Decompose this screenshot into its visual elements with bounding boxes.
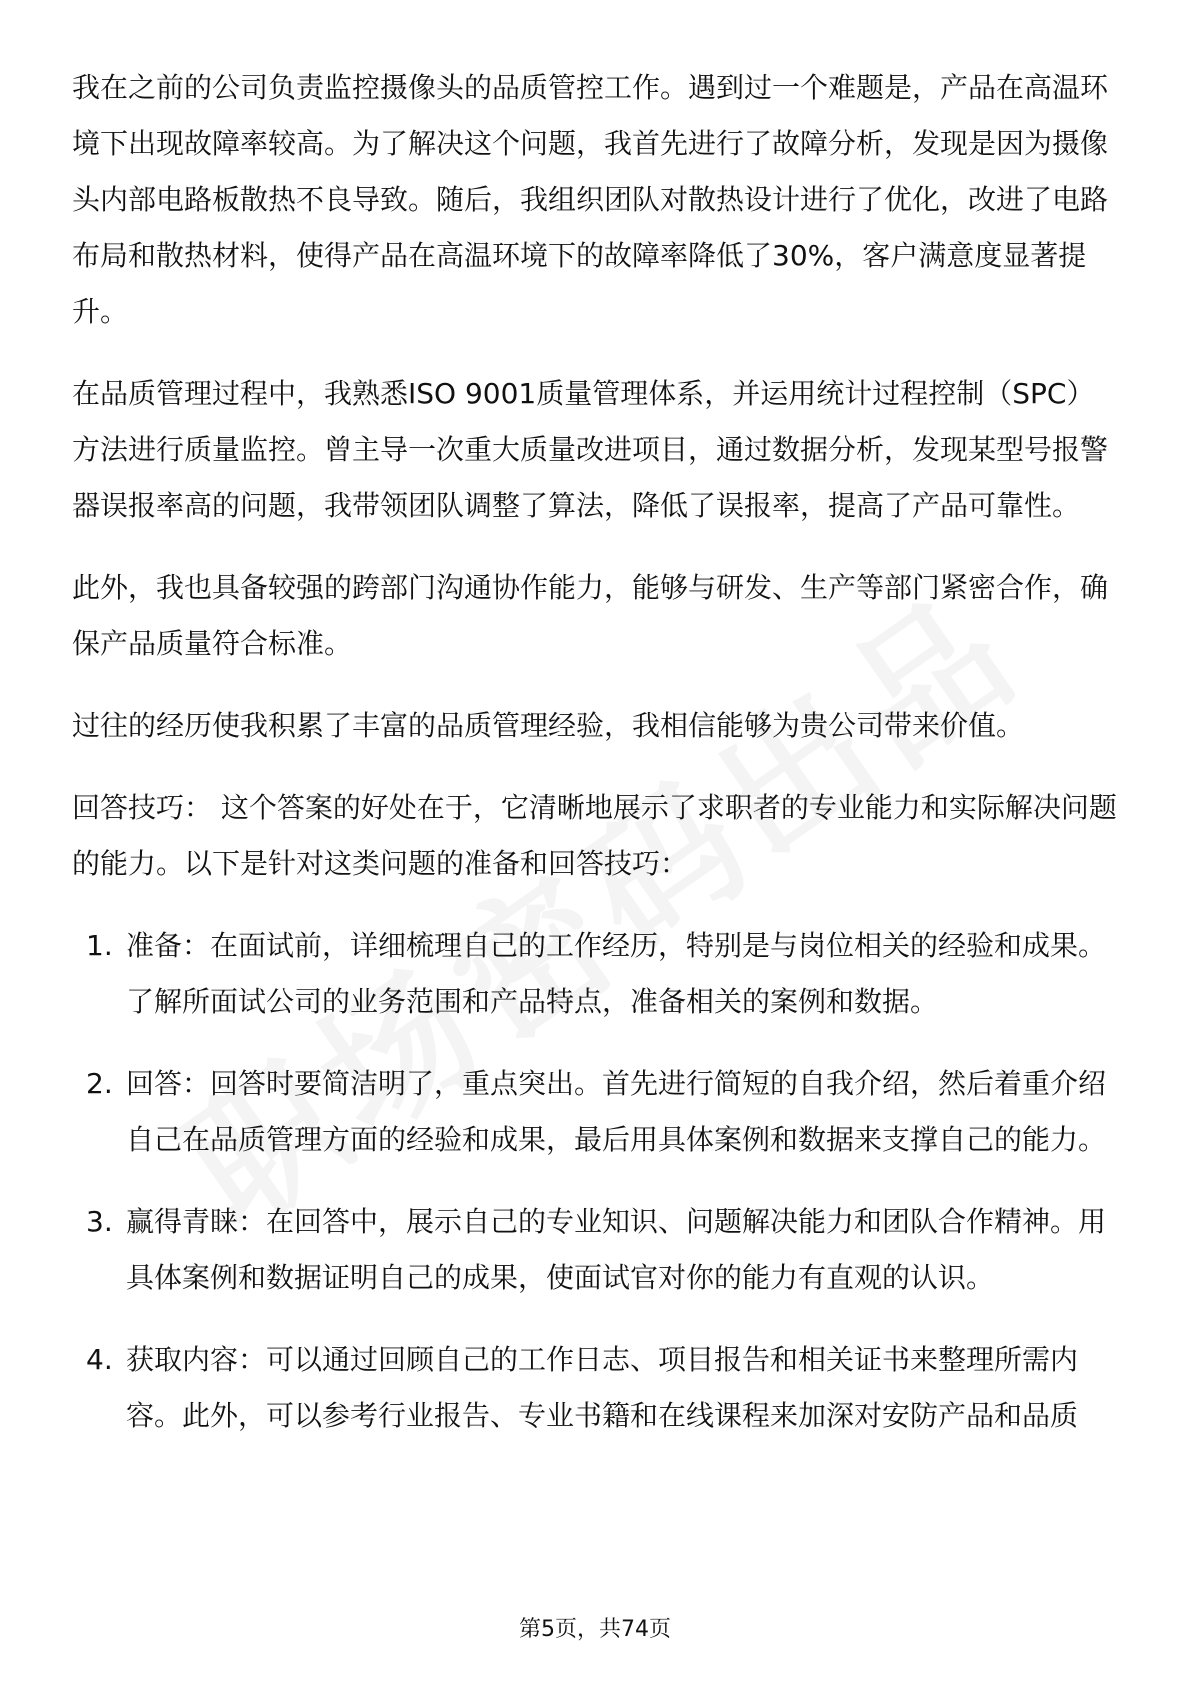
list-item-text: 回答：回答时要简洁明了，重点突出。首先进行简短的自我介绍，然后着重介绍自己在品质管理方面的经验和成果，最后用具体案例和数据来支撑自己的能力。	[126, 1067, 1107, 1156]
document-body	[72, 60, 1122, 1470]
list-item	[72, 1194, 1122, 1306]
paragraph-quality-management: 在品质管理过程中，我熟悉ISO 9001质量管理体系，并运用统计过程控制（SPC）方法进行质量监控。曾主导一次重大质量改进项目，通过数据分析，发现某型号报警器误报率高的问题，我带领团队调整了算法，降低了误报率，提高了产品可靠性。	[72, 377, 1109, 522]
list-item	[72, 1056, 1122, 1168]
list-item	[72, 1332, 1122, 1444]
list-number: 1.	[86, 929, 113, 962]
tips-list	[72, 918, 1122, 1444]
list-item-text: 准备：在面试前，详细梳理自己的工作经历，特别是与岗位相关的经验和成果。了解所面试公司的业务范围和产品特点，准备相关的案例和数据。	[126, 929, 1107, 1018]
paragraph-collaboration: 此外，我也具备较强的跨部门沟通协作能力，能够与研发、生产等部门紧密合作，确保产品质量符合标准。	[72, 571, 1109, 660]
list-item	[72, 918, 1122, 1030]
list-item-text: 获取内容：可以通过回顾自己的工作日志、项目报告和相关证书来整理所需内容。此外，可以参考行业报告、专业书籍和在线课程来加深对安防产品和品质	[126, 1343, 1079, 1432]
paragraph-answer-tips: 回答技巧： 这个答案的好处在于，它清晰地展示了求职者的专业能力和实际解决问题的能力。以下是针对这类问题的准备和回答技巧：	[72, 791, 1117, 880]
page-footer: 第5页，共74页	[519, 1617, 671, 1642]
list-number: 2.	[86, 1067, 113, 1100]
list-number: 4.	[86, 1343, 113, 1376]
paragraph-conclusion: 过往的经历使我积累了丰富的品质管理经验，我相信能够为贵公司带来价值。	[72, 709, 1025, 742]
list-item-text: 赢得青睐：在回答中，展示自己的专业知识、问题解决能力和团队合作精神。用具体案例和数据证明自己的成果，使面试官对你的能力有直观的认识。	[126, 1205, 1107, 1294]
paragraph-experience: 我在之前的公司负责监控摄像头的品质管控工作。遇到过一个难题是，产品在高温环境下出现故障率较高。为了解决这个问题，我首先进行了故障分析，发现是因为摄像头内部电路板散热不良导致。随后，我组织团队对散热设计进行了优化，改进了电路布局和散热材料，使得产品在高温环境下的故障率降低了30%，客户满意度显著提升。	[72, 71, 1109, 328]
list-number: 3.	[86, 1205, 113, 1238]
